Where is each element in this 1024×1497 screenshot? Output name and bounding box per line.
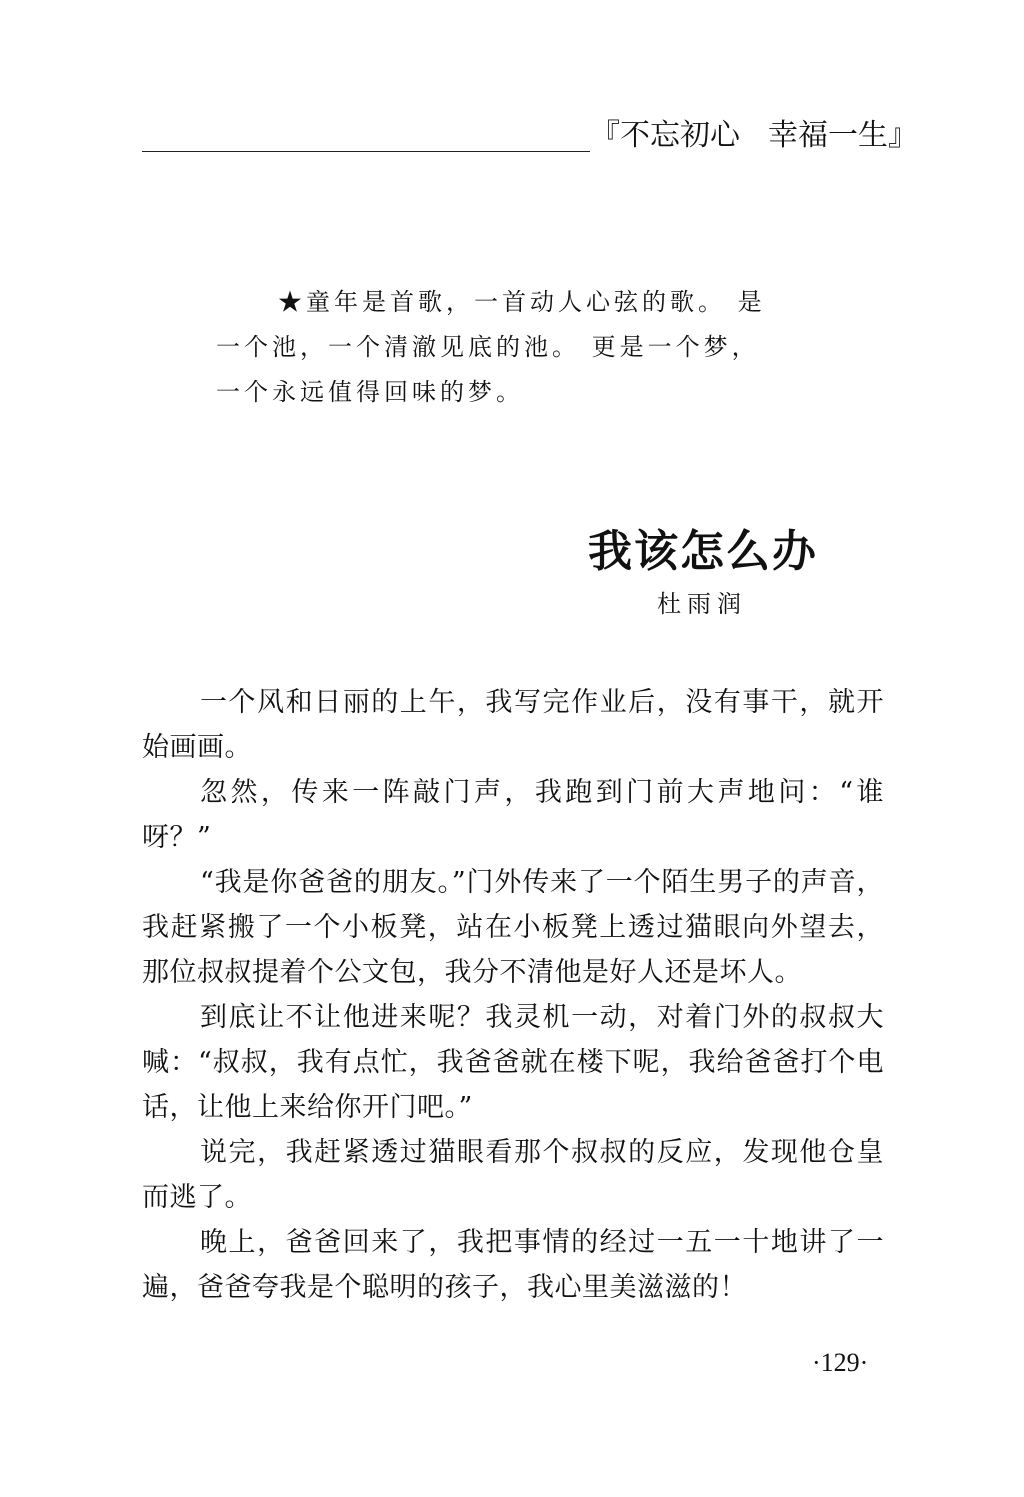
- header-title-part2: 幸福一生: [768, 118, 888, 153]
- body-paragraph: 一个风和日丽的上午，我写完作业后，没有事干，就开始画画。: [142, 687, 884, 763]
- header-rule: [142, 151, 590, 152]
- quote-line: 一个永远值得回味的梦。: [216, 378, 524, 406]
- header-open-bracket: 『: [590, 118, 620, 153]
- article-author: 杜雨润: [657, 590, 747, 618]
- article-title: 我该怎么办: [588, 526, 818, 577]
- article-body: [142, 680, 884, 1310]
- quote-line: ★童年是首歌，一首动人心弦的歌。 是: [278, 288, 766, 316]
- header-close-bracket: 』: [888, 118, 918, 153]
- running-header: [590, 116, 918, 156]
- body-paragraph: 忽然，传来一阵敲门声，我跑到门前大声地问：“谁呀？”: [142, 777, 884, 853]
- body-paragraph: 到底让不让他进来呢？我灵机一动，对着门外的叔叔大喊：“叔叔，我有点忙，我爸爸就在楼下呢，我给爸爸打个电话，让他上来给你开门吧。”: [142, 1002, 884, 1123]
- intro-quote: [216, 280, 816, 415]
- body-paragraph: 说完，我赶紧透过猫眼看那个叔叔的反应，发现他仓皇而逃了。: [142, 1137, 884, 1213]
- body-paragraph: 晚上，爸爸回来了，我把事情的经过一五一十地讲了一遍，爸爸夸我是个聪明的孩子，我心里美滋滋的！: [142, 1227, 884, 1303]
- quote-line: 一个池，一个清澈见底的池。 更是一个梦，: [216, 333, 760, 361]
- header-title-part1: 不忘初心: [620, 118, 740, 153]
- page-number: ·129·: [812, 1348, 869, 1377]
- body-paragraph: “我是你爸爸的朋友。”门外传来了一个陌生男子的声音，我赶紧搬了一个小板凳，站在小板凳上透过猫眼向外望去，那位叔叔提着个公文包，我分不清他是好人还是坏人。: [142, 867, 884, 988]
